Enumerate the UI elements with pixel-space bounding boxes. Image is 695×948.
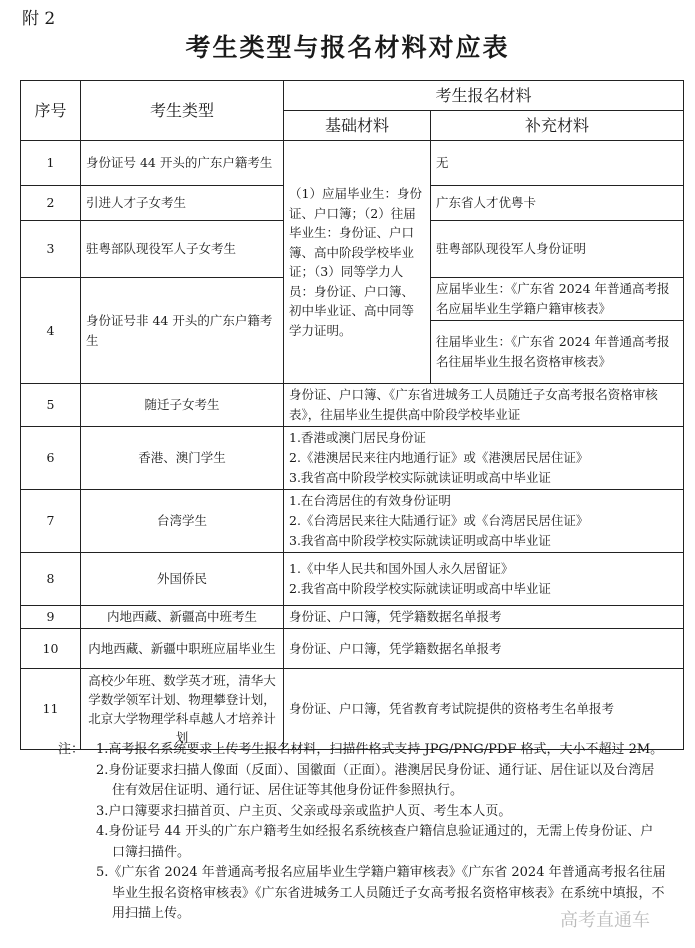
row-supplement: 广东省人才优粤卡 [431,186,684,221]
page-title: 考生类型与报名材料对应表 [185,33,510,62]
table-row [21,490,684,553]
annex-label: 附 2 [22,9,56,29]
table-row [21,427,684,490]
row-type: 身份证号 44 开头的广东户籍考生 [81,141,284,186]
row-no: 8 [21,553,81,606]
row-no: 6 [21,427,81,490]
notes-label: 注： [58,742,85,757]
material-line: 3.我省高中阶段学校实际就读证明或高中毕业证 [289,470,551,485]
table-row [21,553,684,606]
material-line: 身份证、户口簿、《广东省进城务工人员随迁子女高考报名资格审核表》，往届毕业生提供高中阶段学校毕业证 [289,387,658,422]
header-seq: 序号 [21,81,81,141]
row-materials [284,490,684,553]
row-supplement-2: 往届毕业生：《广东省 2024 年普通高考报名往届毕业生报名资格审核表》 [431,321,684,384]
row-no: 4 [21,278,81,384]
row-materials [284,427,684,490]
row-type: 身份证号非 44 开头的广东户籍考生 [81,278,284,384]
row-supplement: 驻粤部队现役军人身份证明 [431,221,684,278]
row-no: 11 [21,669,81,750]
material-line: 3.我省高中阶段学校实际就读证明或高中毕业证 [289,533,551,548]
row-type: 台湾学生 [81,490,284,553]
material-line: 身份证、户口簿，凭学籍数据名单报考 [289,609,502,624]
row-materials [284,669,684,750]
material-line: 身份证、户口簿，凭省教育考试院提供的资格考生名单报考 [289,701,615,716]
table-row [21,606,684,629]
row-type: 香港、澳门学生 [81,427,284,490]
row-type: 内地西藏、新疆中职班应届毕业生 [81,629,284,669]
row-no: 1 [21,141,81,186]
material-line: 2.《港澳居民来往内地通行证》或《港澳居民居住证》 [289,450,589,465]
note-item: 3.户口簿要求扫描首页、户主页、父亲或母亲或监护人页、考生本人页。 [96,803,512,819]
note-item: 4.身份证号 44 开头的广东户籍考生如经报名系统核查户籍信息验证通过的，无需上传身份证、户口簿扫描件。 [96,824,654,860]
row-type: 引进人才子女考生 [81,186,284,221]
material-line: 1.《中华人民共和国外国人永久居留证》 [289,561,514,576]
row-materials [284,629,684,669]
watermark: 高考直通车 [560,906,650,932]
row-supplement: 应届毕业生：《广东省 2024 年普通高考报名应届毕业生学籍户籍审核表》 [431,278,684,321]
row-materials [284,606,684,629]
header-supplement: 补充材料 [431,111,684,141]
row-materials [284,553,684,606]
row-no: 2 [21,186,81,221]
material-line: 2.我省高中阶段学校实际就读证明或高中毕业证 [289,581,551,596]
header-basic: 基础材料 [284,111,431,141]
row-no: 10 [21,629,81,669]
materials-table [20,80,684,750]
material-line: 2.《台湾居民来往大陆通行证》或《台湾居民居住证》 [289,513,589,528]
note-item: 1.高考报名系统要求上传考生报名材料，扫描件格式支持 JPG/PNG/PDF 格式，大小不超过 2M。 [96,742,664,757]
material-line: 1.在台湾居住的有效身份证明 [289,493,451,508]
table-row [21,141,684,186]
table-row [21,384,684,427]
row-type: 随迁子女考生 [81,384,284,427]
note-item: 2.身份证要求扫描人像面（反面）、国徽面（正面）。港澳居民身份证、通行证、居住证以及台湾居住有效居住证明、通行证、居住证等其他身份证件参照执行。 [96,762,655,798]
row-supplement: 无 [431,141,684,186]
material-line: 1.香港或澳门居民身份证 [289,430,426,445]
note-item: 5.《广东省 2024 年普通高考报名应届毕业生学籍户籍审核表》《广东省 2024 年普通高考报名往届毕业生报名资格审核表》《广东省进城务工人员随迁子女高考报名资格审核表》在系统中填报，不用扫描上传。 [96,865,666,921]
table-row [21,669,684,750]
notes [46,740,666,925]
header-materials: 考生报名材料 [284,81,684,111]
row-no: 5 [21,384,81,427]
header-type: 考生类型 [81,81,284,141]
row-type: 驻粤部队现役军人子女考生 [81,221,284,278]
basic-materials: （1）应届毕业生：身份证、户口簿；（2）往届毕业生：身份证、户口簿、高中阶段学校毕业证；（3）同等学力人员：身份证、户口簿、初中毕业证、高中同等学力证明。 [284,141,431,384]
row-no: 3 [21,221,81,278]
row-type: 高校少年班、数学英才班，清华大学数学领军计划、物理攀登计划，北京大学物理学科卓越人才培养计划 [81,669,284,750]
row-type: 内地西藏、新疆高中班考生 [81,606,284,629]
row-materials [284,384,684,427]
row-no: 7 [21,490,81,553]
row-no: 9 [21,606,81,629]
row-type: 外国侨民 [81,553,284,606]
material-line: 身份证、户口簿，凭学籍数据名单报考 [289,640,502,656]
table-row [21,629,684,669]
